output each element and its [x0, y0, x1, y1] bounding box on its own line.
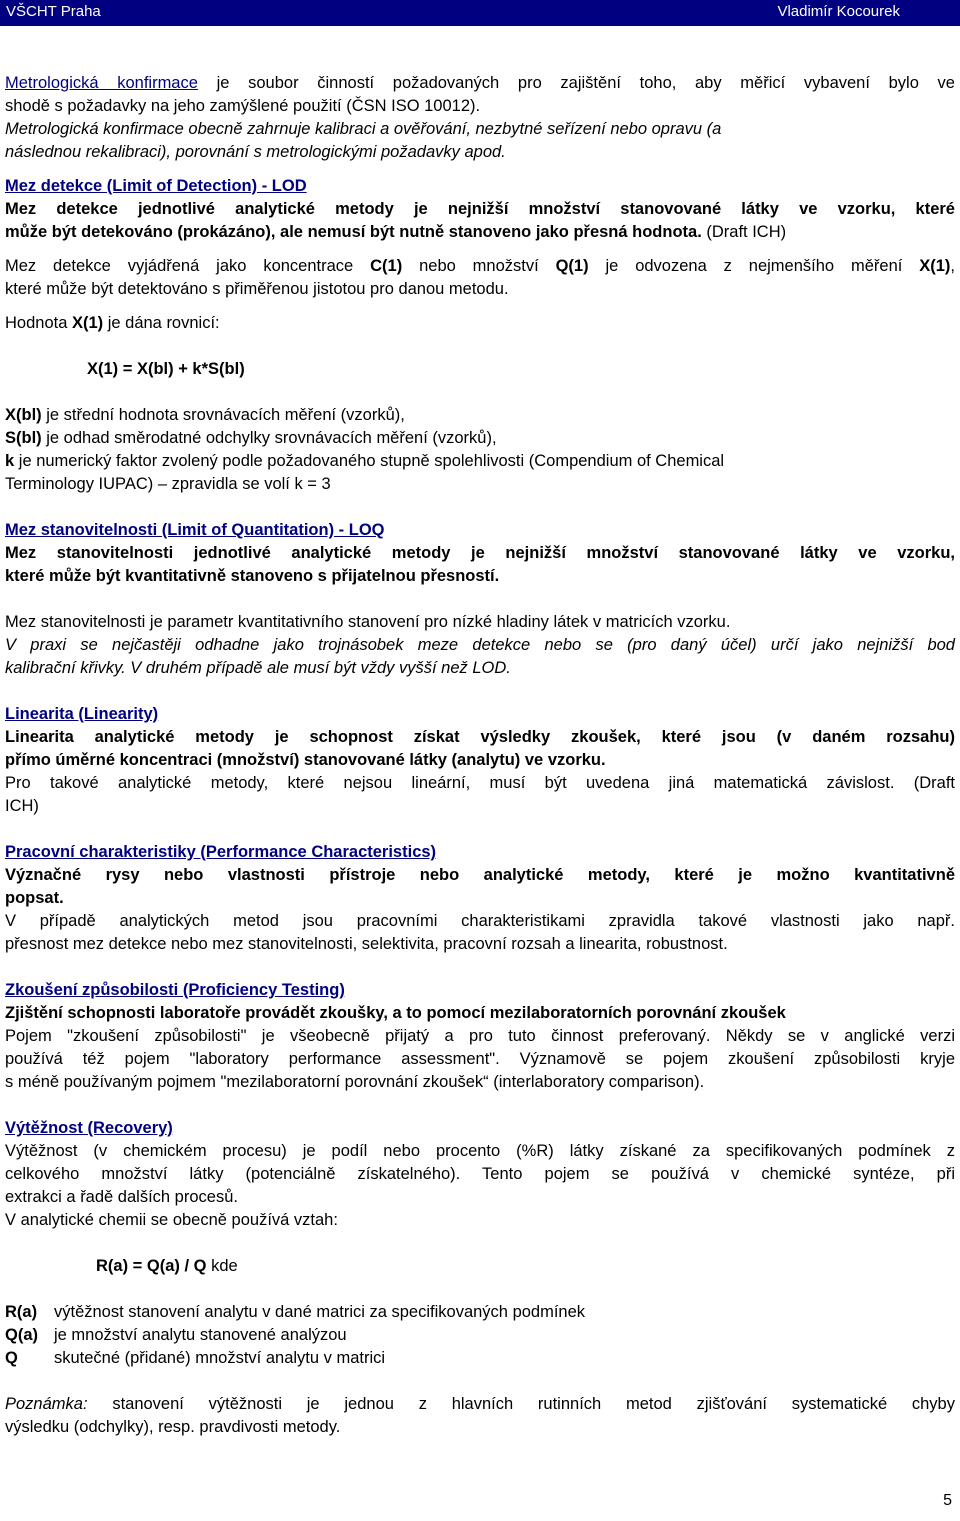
rec-note-label: Poznámka:: [5, 1395, 88, 1413]
prof-para-1: Pojem "zkoušení způsobilosti" je všeobecně přijatý a pro tuto činnost preferovaný. Někdy se v anglické verzi: [5, 1027, 955, 1045]
rec-qa: Q(a): [5, 1326, 38, 1344]
header-author: Vladimír Kocourek: [777, 3, 900, 20]
lin-def-2: přímo úměrné koncentraci (množství) stanovované látky (analytu) ve vzorku.: [5, 751, 606, 769]
perf-def-1: Význačné rysy nebo vlastnosti přístroje nebo analytické metody, které je možno kvantitativně: [5, 866, 955, 884]
rec-ra: R(a): [5, 1303, 38, 1321]
rec-formula: [5, 1255, 955, 1278]
rec-note-text: stanovení výtěžnosti je jednou z hlavních rutinních metod zjišťování systematické chyby: [87, 1395, 955, 1413]
prof-heading: Zkoušení způsobilosti (Proficiency Testing): [5, 981, 345, 999]
rec-para-1: Výtěžnost (v chemickém procesu) je podíl nebo procento (%R) látky získané za specifikovaných podmínek z: [5, 1142, 955, 1160]
rec-note-1: [5, 1393, 955, 1416]
lod-c1: C(1): [370, 257, 403, 275]
loq-para-3: kalibrační křivky. V druhém případě ale musí být vždy vyšší než LOD.: [5, 659, 511, 677]
lod-k: k: [5, 452, 15, 470]
lod-def-2-text: může být detekováno (prokázáno), ale nemusí být nutně stanoveno jako přesná hodnota.: [5, 223, 702, 241]
loq-def-1: Mez stanovitelnosti jednotlivé analytické metody je nejnižší množství stanovované látky ve vzorku,: [5, 544, 955, 562]
confirm-term: Metrologická konfirmace: [5, 74, 198, 92]
perf-para-2: přesnost mez detekce nebo mez stanovitelnosti, selektivita, pracovní rozsah a linearita, robustnost.: [5, 935, 728, 953]
lod-x1: X(1): [919, 257, 951, 275]
loq-para-1: Mez stanovitelnosti je parametr kvantitativního stanovení pro nízké hladiny látek v matricích vzorku.: [5, 613, 731, 631]
lod-p2b: je dána rovnicí:: [103, 314, 220, 332]
rec-qa-text: je množství analytu stanovené analýzou: [54, 1326, 347, 1344]
rec-ra-text: výtěžnost stanovení analytu v dané matrici za specifikovaných podmínek: [54, 1303, 586, 1321]
confirm-line-2: shodě s požadavky na jeho zamýšlené použití (ČSN ISO 10012).: [5, 97, 481, 115]
lin-heading: Linearita (Linearity): [5, 705, 159, 723]
loq-def-2: které může být kvantitativně stanoveno s přijatelnou přesností.: [5, 567, 500, 585]
lod-sbl-text: je odhad směrodatné odchylky srovnávacích měření (vzorků),: [41, 429, 497, 447]
rec-q: Q: [5, 1349, 18, 1367]
prof-para-2: používá též pojem "laboratory performance assessment". Významově se pojem zkoušení způsobilosti kryje: [5, 1050, 955, 1068]
loq-para-2: V praxi se nejčastěji odhadne jako trojnásobek meze detekce nebo se (pro daný účel) určí jako nejnižší bod: [5, 636, 955, 654]
lod-para-2: [5, 312, 955, 335]
lod-xbl: X(bl): [5, 406, 42, 424]
lod-k-def-cont: Terminology IUPAC) – zpravidla se volí k = 3: [5, 475, 331, 493]
confirm-line-3: Metrologická konfirmace obecně zahrnuje kalibraci a ověřování, nezbytné seřízení nebo opravu (a: [5, 120, 722, 138]
perf-para-1: V případě analytických metod jsou pracovními charakteristikami zpravidla takové vlastnosti jako např.: [5, 912, 955, 930]
lod-xbl-def: [5, 404, 955, 427]
prof-para-3: s méně používaným pojmem "mezilaboratorní porovnání zkoušek“ (interlaboratory comparison).: [5, 1073, 705, 1091]
header-institution: VŠCHT Praha: [6, 3, 101, 20]
loq-heading: Mez stanovitelnosti (Limit of Quantitation) - LOQ: [5, 521, 385, 539]
rec-heading: Výtěžnost (Recovery): [5, 1119, 173, 1137]
lod-p1b: nebo množství: [402, 257, 556, 275]
rec-formula-expr: R(a) = Q(a) / Q: [96, 1257, 207, 1275]
rec-qa-def: [5, 1324, 955, 1347]
lod-p1d: ,: [950, 257, 955, 275]
perf-heading: Pracovní charakteristiky (Performance Characteristics): [5, 843, 437, 861]
lod-q1: Q(1): [555, 257, 589, 275]
lin-para-2: ICH): [5, 797, 39, 815]
document-body: [5, 72, 955, 1439]
perf-def-2: popsat.: [5, 889, 64, 907]
rec-note-2: výsledku (odchylky), resp. pravdivosti metody.: [5, 1418, 341, 1436]
rec-q-text: skutečné (přidané) množství analytu v matrici: [54, 1349, 386, 1367]
confirm-line-1: [5, 72, 955, 95]
rec-para-4: V analytické chemii se obecně používá vztah:: [5, 1211, 338, 1229]
lod-p1c: je odvozena z nejmenšího měření: [588, 257, 920, 275]
lod-sbl-def: [5, 427, 955, 450]
confirm-line-4: následnou rekalibraci), porovnání s metrologickými požadavky apod.: [5, 143, 506, 161]
confirm-text-1: je soubor činností požadovaných pro zajištění toho, aby měřicí vybavení bylo ve: [197, 74, 955, 92]
prof-def-1: Zjištění schopnosti laboratoře provádět zkoušky, a to pomocí mezilaboratorních porovnání zkoušek: [5, 1004, 786, 1022]
rec-formula-kde: kde: [206, 1257, 238, 1275]
rec-para-3: extrakci a řadě dalších procesů.: [5, 1188, 238, 1206]
lod-xbl-text: je střední hodnota srovnávacích měření (vzorků),: [41, 406, 405, 424]
lin-para-1: Pro takové analytické metody, které nejsou lineární, musí být uvedena jiná matematická závislost. (Draft: [5, 774, 955, 792]
rec-q-def: [5, 1347, 955, 1370]
lin-def-1: Linearita analytické metody je schopnost získat výsledky zkoušek, které jsou (v daném rozsahu): [5, 728, 955, 746]
lod-k-def: [5, 450, 955, 473]
rec-para-2: celkového množství látky (potenciálně získatelného). Tento pojem se používá v chemické syntéze, při: [5, 1165, 955, 1183]
lod-k-text: je numerický faktor zvolený podle požadovaného stupně spolehlivosti (Compendium of Chemical: [14, 452, 725, 470]
lod-def-source: (Draft ICH): [701, 223, 787, 241]
lod-heading: Mez detekce (Limit of Detection) - LOD: [5, 177, 307, 195]
lod-sbl: S(bl): [5, 429, 42, 447]
lod-para-1-cont: které může být detektováno s přiměřenou jistotou pro danou metodu.: [5, 280, 509, 298]
page-number: 5: [943, 1492, 952, 1509]
lod-def-1: Mez detekce jednotlivé analytické metody je nejnižší množství stanovované látky ve vzorku, které: [5, 200, 955, 218]
lod-para-1: [5, 255, 955, 278]
lod-p2x: X(1): [71, 314, 104, 332]
lod-p2a: Hodnota: [5, 314, 72, 332]
lod-def-2: [5, 221, 955, 244]
rec-ra-def: [5, 1301, 955, 1324]
lod-formula: X(1) = X(bl) + k*S(bl): [87, 360, 245, 378]
page-header: [0, 0, 960, 26]
lod-p1a: Mez detekce vyjádřená jako koncentrace: [5, 257, 371, 275]
